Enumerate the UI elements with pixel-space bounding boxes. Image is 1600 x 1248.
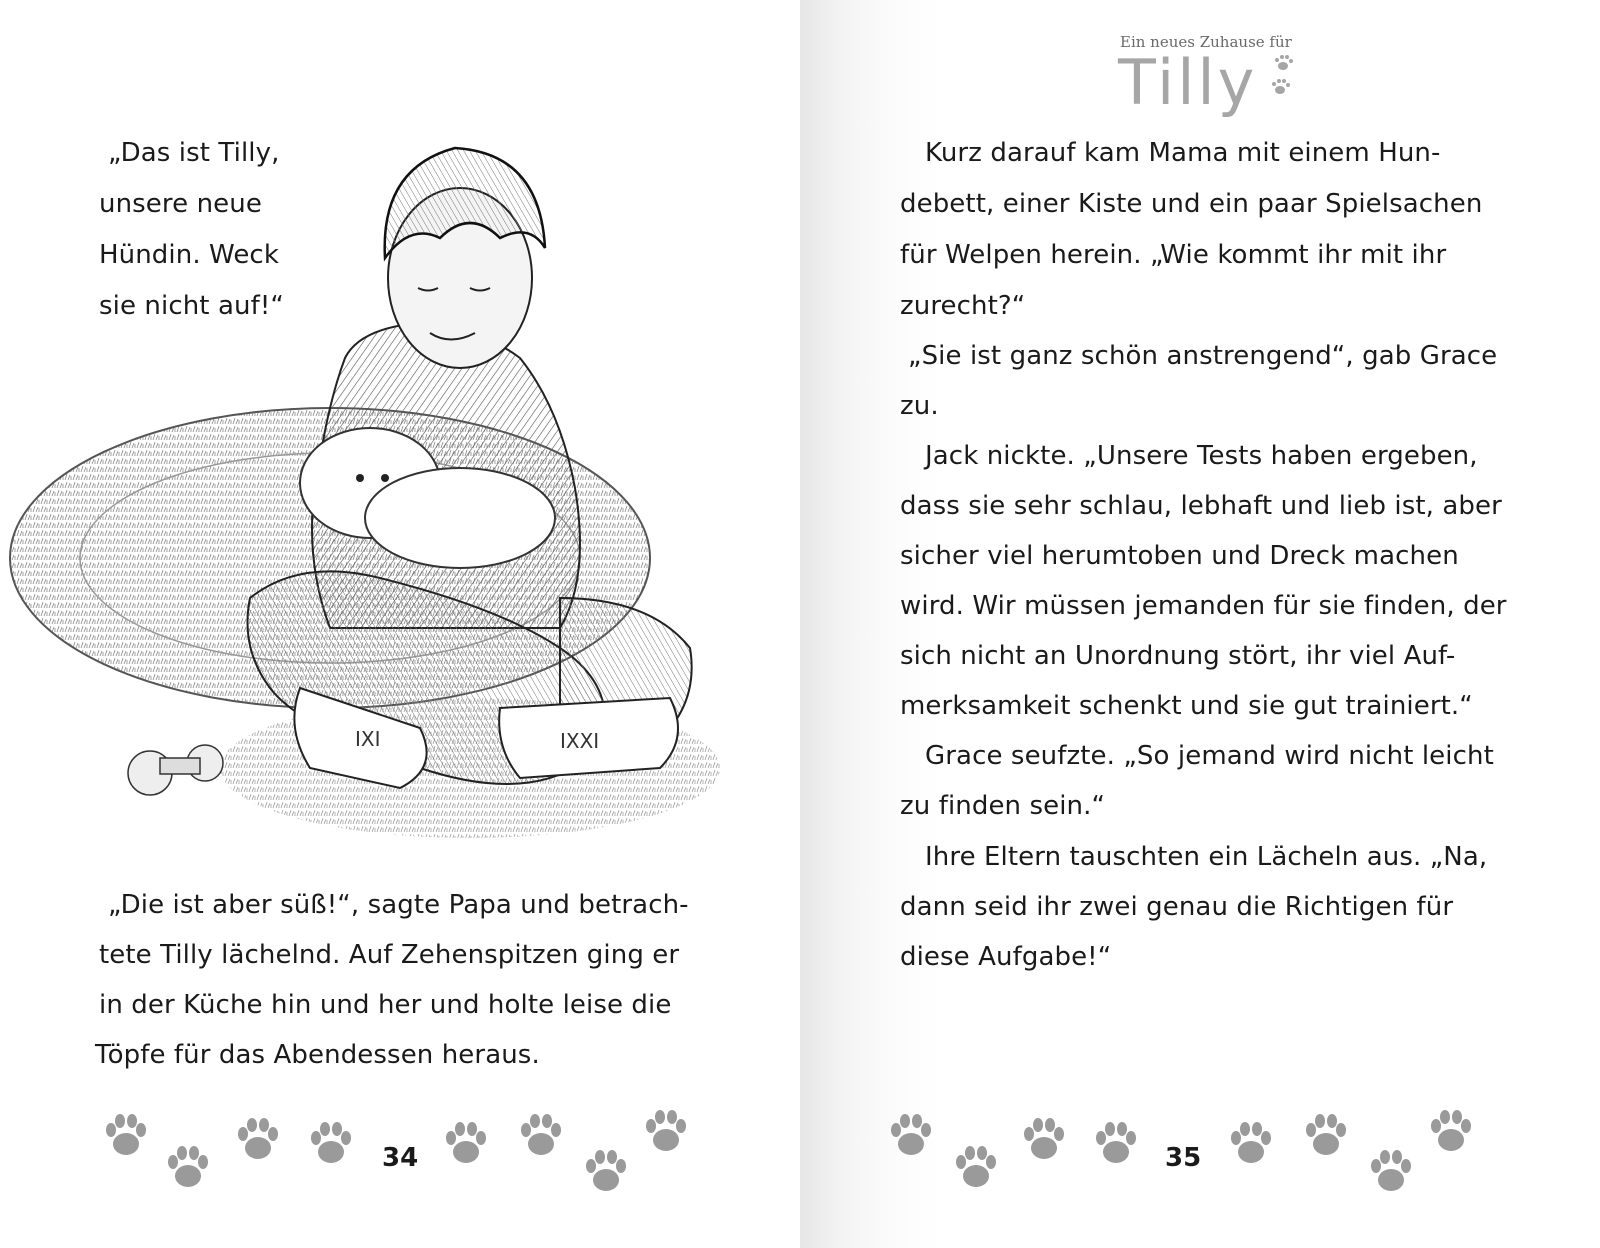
paw-print-icon — [440, 1118, 492, 1170]
book-title-logo: Tilly — [1118, 46, 1258, 119]
paw-print-icon — [1425, 1106, 1477, 1158]
text-line: „Die ist aber süß!“, sagte Papa und betrach- — [108, 890, 689, 920]
text-line: zu. — [900, 391, 939, 421]
text-line: diese Aufgabe!“ — [900, 942, 1112, 972]
text-line: unsere neue — [99, 189, 262, 219]
book-subtitle: Ein neues Zuhause für — [1120, 33, 1292, 51]
svg-text:IXXI: IXXI — [560, 729, 600, 753]
paw-print-icon — [1090, 1118, 1142, 1170]
text-line: zu finden sein.“ — [900, 791, 1106, 821]
paw-print-icon — [232, 1114, 284, 1166]
paw-print-icon — [162, 1142, 214, 1194]
page-number: 35 — [1165, 1143, 1202, 1173]
paw-print-icon — [1018, 1114, 1070, 1166]
svg-text:IXI: IXI — [355, 727, 381, 751]
text-line: zurecht?“ — [900, 291, 1026, 321]
paw-print-icon — [305, 1118, 357, 1170]
paw-print-icon — [885, 1110, 937, 1162]
text-line: dann seid ihr zwei genau die Richtigen für — [900, 892, 1454, 922]
text-line: tete Tilly lächelnd. Auf Zehenspitzen ging er — [99, 940, 680, 970]
text-line: merksamkeit schenkt und sie gut trainiert.“ — [900, 691, 1473, 721]
text-line: sich nicht an Unordnung stört, ihr viel Auf- — [900, 641, 1456, 671]
paw-print-icon — [100, 1110, 152, 1162]
page-number: 34 — [382, 1143, 419, 1173]
paw-print-icon — [1365, 1146, 1417, 1198]
paw-print-icon — [580, 1146, 632, 1198]
text-line: Hündin. Weck — [99, 240, 279, 270]
text-line: „Sie ist ganz schön anstrengend“, gab Grace — [908, 341, 1498, 371]
text-line: Jack nickte. „Unsere Tests haben ergeben, — [925, 441, 1478, 471]
text-line: sie nicht auf!“ — [99, 291, 284, 321]
text-line: Ihre Eltern tauschten ein Lächeln aus. „Na, — [925, 842, 1488, 872]
paw-print-icon — [640, 1106, 692, 1158]
text-line: Töpfe für das Abendessen heraus. — [95, 1040, 540, 1070]
boy-with-puppy-illustration — [0, 128, 790, 868]
text-line: „Das ist Tilly, — [108, 138, 280, 168]
text-line: Kurz darauf kam Mama mit einem Hun- — [925, 138, 1441, 168]
paw-print-icon — [1268, 54, 1298, 104]
text-line: Grace seufzte. „So jemand wird nicht leicht — [925, 741, 1494, 771]
paw-print-icon — [515, 1110, 567, 1162]
paw-print-icon — [1300, 1110, 1352, 1162]
text-line: sicher viel herumtoben und Dreck machen — [900, 541, 1459, 571]
text-line: dass sie sehr schlau, lebhaft und lieb ist, aber — [900, 491, 1502, 521]
paw-print-icon — [950, 1142, 1002, 1194]
text-line: debett, einer Kiste und ein paar Spielsachen — [900, 189, 1483, 219]
paw-print-icon — [1225, 1118, 1277, 1170]
text-line: für Welpen herein. „Wie kommt ihr mit ihr — [900, 240, 1447, 270]
text-line: wird. Wir müssen jemanden für sie finden, der — [900, 591, 1507, 621]
right-page — [800, 0, 1600, 1248]
text-line: in der Küche hin und her und holte leise die — [99, 990, 672, 1020]
